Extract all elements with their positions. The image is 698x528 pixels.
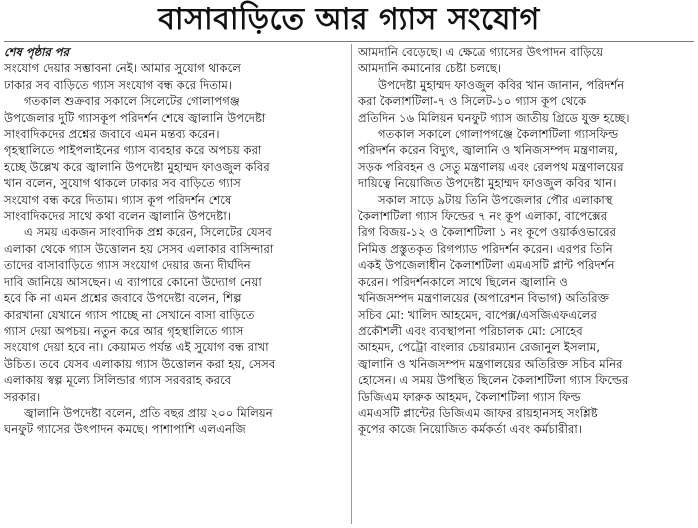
- text-line: রিগ বিজয়-১২ ও কৈলাশটিলা ১ নং কূপে ওয়ার্কওভারের: [358, 225, 617, 240]
- text-line: করেন। পরিদর্শনকালে সাথে ছিলেন জ্বালানি ও: [358, 274, 569, 289]
- text-line: সচিব মো: খালিদ আহমেদ, বাপেক্স/এসজিএফএলের: [358, 307, 597, 322]
- text-line: ঘনফুট গ্যাসের উৎপাদন কমছে। পাশাপাশি এলএনজি: [4, 422, 246, 437]
- text-line: তাদের বাসাবাড়িতে গ্যাস সংযোগ দেয়ার জন্য দীর্ঘদিন: [4, 258, 251, 273]
- text-line: ঢাকার সব বাড়িতে গ্যাস সংযোগ বন্ধ করে দিতাম।: [4, 77, 233, 92]
- column-divider: [351, 44, 352, 524]
- text-line: সরকার।: [4, 389, 41, 404]
- text-line: এলাকায় স্বল্প মূল্যে সিলিন্ডার গ্যাস সরবরাহ করবে: [4, 373, 232, 388]
- text-line: দাবি জানিয়ে আসছেন। এ ব্যাপারে কোনো উদ্যোগ নেয়া: [4, 274, 262, 289]
- text-line: হোসেন। এ সময় উপস্থিত ছিলেন কৈলাশটিলা গ্যাস ফিল্ডের: [358, 373, 629, 388]
- text-line: গৃহস্থালিতে পাইপলাইনের গ্যাস ব্যবহার করে অপচয় করা: [4, 143, 262, 158]
- text-line: প্রকৌশলী এবং ব্যবস্থাপনা পরিচালক মো: সোহেব: [358, 323, 583, 338]
- text-line: কূপের কাজে নিয়োজিত কর্মকর্তা এবং কর্মচারীরা।: [358, 422, 582, 437]
- text-line: আমদানি কমানোর চেষ্টা চলছে।: [358, 61, 502, 76]
- headline: বাসাবাড়িতে আর গ্যাস সংযোগ: [158, 2, 540, 37]
- text-line: সংযোগ বন্ধ করে দিতাম। গ্যাস কূপ পরিদর্শন শেষে: [4, 192, 232, 207]
- text-line: গ্যাস দেয়া অপচয়। নতুন করে আর গৃহস্থালিতে গ্যাস: [4, 323, 244, 338]
- text-line: উচিত। তবে যেসব এলাকায় গ্যাস উত্তোলন করা হয়, সেসব: [4, 356, 276, 371]
- text-line: ডিজিএম ফারুক আহমদ, কৈলাশটিলা গ্যাস ফিল্ড: [358, 389, 581, 404]
- text-line: নিমিত্ত প্রস্তুতকৃত রিগপ্যাড পরিদর্শন করেন। এরপর তিনি: [358, 241, 613, 256]
- text-line: করা কৈলাশটিলা-৭ ও সিলেট-১০ গ্যাস কূপ থেকে: [358, 94, 587, 109]
- text-line: আহমদ, পেট্রো বাংলার চেয়ারম্যান রেজানুল ইসলাম,: [358, 340, 601, 355]
- text-line: জ্বালানি ও খনিজসম্পদ মন্ত্রণালয়ের অতিরিক্ত সচিব মনির: [358, 356, 623, 371]
- text-line: গতকাল সকালে গোলাপগঞ্জে কৈলাশটিলা গ্যাসফিল্ড: [378, 127, 619, 142]
- text-line: আমদানি বেড়েছে। এ ক্ষেত্রে গ্যাসের উৎপাদন বাড়িয়ে: [358, 45, 604, 59]
- text-line: দায়িত্বে নিয়োজিত উপদেষ্টা মুহাম্মদ ফাওজুল কবির খান।: [358, 176, 617, 191]
- continuation-label: শেষ পৃষ্ঠার পর: [4, 45, 69, 59]
- text-line: সাংবাদিকদের সাথে কথা বলেন জ্বালানি উপদেষ্টা।: [4, 209, 231, 224]
- text-line: খনিজসম্পদ মন্ত্রণালয়ের (অপারেশন বিভাগ) অতিরিক্ত: [358, 291, 610, 306]
- text-line: সংযোগ দেয়া হবে না। কেয়ামত পর্যন্ত এই সুযোগ বন্ধ রাখা: [4, 340, 269, 355]
- text-line: প্রতিদিন ১৬ মিলিয়ন ঘনফুট গ্যাস জাতীয় গ্রিডে যুক্ত হচ্ছে।: [358, 110, 630, 125]
- text-line: উপজেলার দুটি গ্যাসকূপ পরিদর্শন শেষে জ্বালানি উপদেষ্টা: [4, 110, 266, 125]
- text-line: এমএসটি প্লান্টের ডিজিএম জাফর রায়হানসহ সংশ্লিষ্ট: [358, 405, 598, 420]
- text-line: সাংবাদিকদের প্রশ্নের জবাবে এমন মন্তব্য করেন।: [4, 127, 220, 142]
- text-line: খান বলেন, সুযোগ থাকলে ঢাকার সব বাড়িতে গ্যাস: [4, 176, 241, 191]
- text-line: হবে কি না এমন প্রশ্নের জবাবে উপদেষ্টা বলেন, শিল্প: [4, 291, 242, 306]
- text-line: গতকাল শুক্রবার সকালে সিলেটের গোলাপগঞ্জ: [24, 94, 240, 109]
- text-line: পরিদর্শন করেন বিদ্যুৎ, জ্বালানি ও খনিজসম্পদ মন্ত্রণালয়,: [358, 143, 618, 158]
- headline-rule: [4, 41, 694, 42]
- text-line: সড়ক পরিবহন ও সেতু মন্ত্রণালয় এবং রেলপথ মন্ত্রণালয়ের: [358, 159, 624, 174]
- text-line: সংযোগ দেয়ার সম্ভাবনা নেই। আমার সুযোগ থাকলে: [4, 61, 241, 76]
- text-line: কারখানা যেখানে গ্যাস পাচ্ছে না সেখানে বাসা বাড়িতে: [4, 307, 255, 322]
- text-line: এ সময় একজন সাংবাদিক প্রশ্ন করেন, সিলেটের যেসব: [24, 225, 272, 240]
- text-line: এলাকা থেকে গ্যাস উত্তোলন হয় সেসব এলাকার বাসিন্দারা: [4, 241, 274, 256]
- headline-area: [0, 0, 698, 42]
- text-line: একই উপজেলাধীন কৈলাশটিলা এমএসটি প্লান্ট পরিদর্শন: [358, 258, 615, 273]
- text-line: সকাল সাড়ে ৯টায় তিনি উপজেলার পৌর এলাকাস্থ: [378, 192, 613, 207]
- text-line: জ্বালানি উপদেষ্টা বলেন, প্রতি বছর প্রায় ২০০ মিলিয়ন: [24, 405, 273, 420]
- left-column: [4, 44, 347, 438]
- text-line: হচ্ছে উল্লেখ করে জ্বালানি উপদেষ্টা মুহাম্মদ ফাওজুল কবির: [4, 159, 270, 174]
- text-line: কৈলাশটিলা গ্যাস ফিল্ডের ৭ নং কূপ এলাকা, বাপেক্সের: [358, 209, 608, 224]
- right-column: [358, 44, 694, 438]
- text-line: উপদেষ্টা মুহাম্মদ ফাওজুল কবির খান জানান, পরিদর্শন: [378, 77, 625, 92]
